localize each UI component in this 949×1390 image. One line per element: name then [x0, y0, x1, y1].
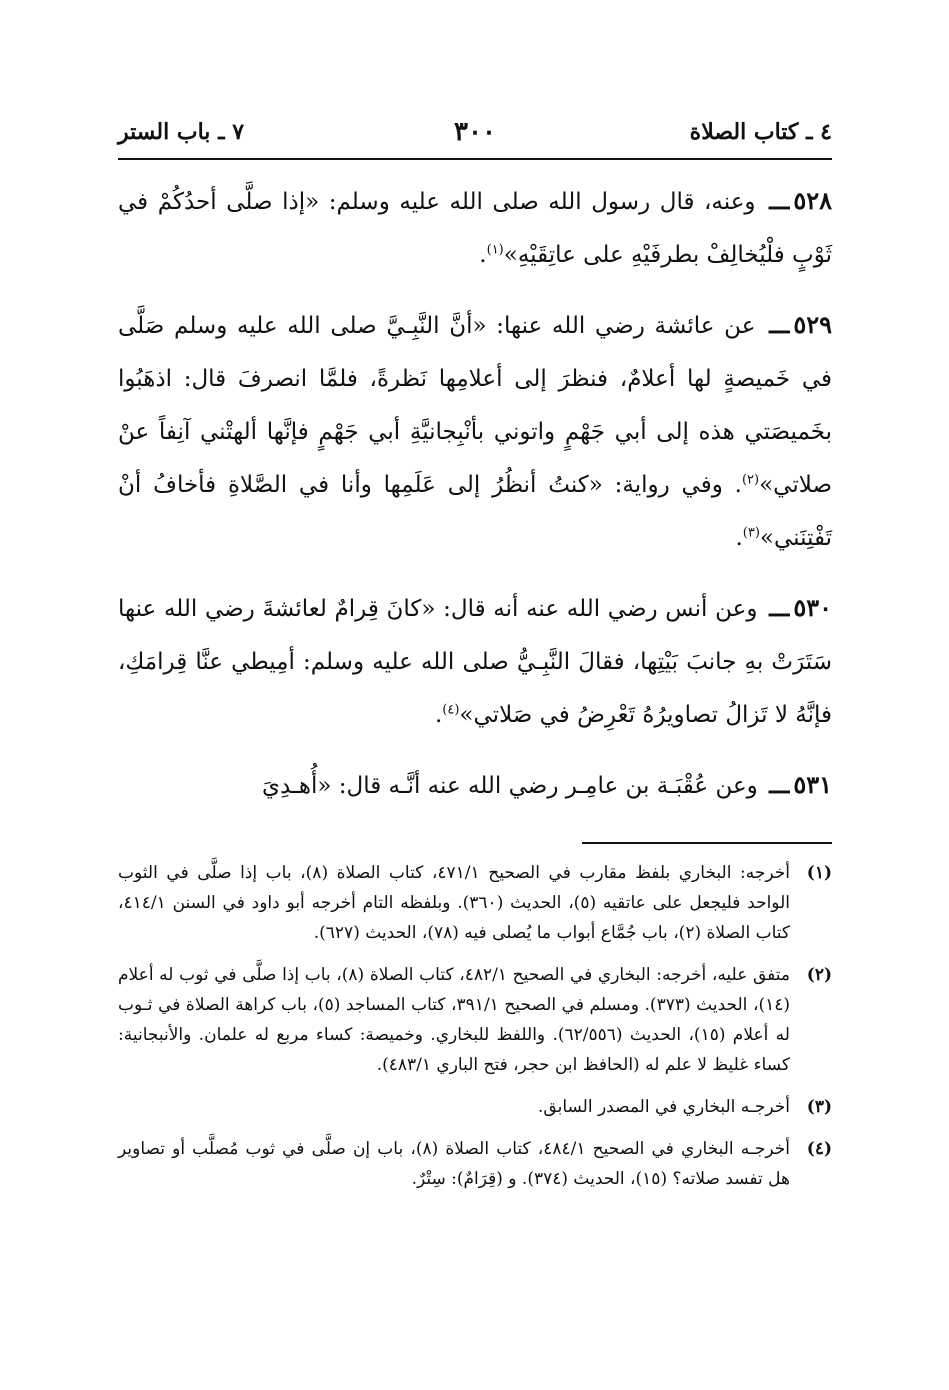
hadith-528: ٥٢٨ـــ وعنه، قال رسول الله صلى الله عليه وسلم: «إذا صلَّى أحدُكُمْ في ثَوْبٍ فلْيُخالِفْ بطرفَيْهِ على عاتِقَيْهِ»$^{(١)}$.	[118, 186, 832, 268]
page-number: ٣٠٠	[454, 117, 496, 147]
footnote-number: (٤)	[806, 1139, 832, 1159]
hadith-text: وعن عُقْبَـة بن عامِـر رضي الله عنه أنَّـه قال: «أُهـدِيَ	[262, 773, 758, 799]
footnote-text: أخرجـه البخاري في الصحيح ٤٨٤/١، كتاب الصلاة (٨)، باب إن صلَّى في ثوب مُصلَّب أو تصاوير هل تفسد صلاته؟ (١٥)، الحديث (٣٧٤). و (قِرَامٌ): سِتْرٌ.	[118, 1139, 790, 1189]
footnotes	[118, 858, 832, 1206]
hadith-list	[118, 174, 832, 829]
hadith-number: ٥٢٩	[793, 310, 833, 339]
hadith-number: ٥٣٠	[793, 593, 833, 622]
footnote-4	[118, 1134, 832, 1194]
footnote-divider	[582, 842, 832, 844]
footnote-text: أخرجه: البخاري بلفظ مقارب في الصحيح ٤٧١/١، كتاب الصلاة (٨)، باب إذا صلَّى في الثوب الواحد فليجعل على عاتقيه (٥)، الحديث (٣٦٠). وبلفظه التام أخرجه أبو داود في السنن ٤١٤/١، كتاب الصلاة (٢)، باب جُمَّاع أبواب ما يُصلى فيه (٧٨)، الحديث (٦٢٧).	[118, 863, 790, 943]
footnote-2	[118, 960, 832, 1080]
hadith-529: ٥٢٩ـــ عن عائشة رضي الله عنها: «أنَّ النَّبِـيَّ صلى الله عليه وسلم صَلَّى في خَميصةٍ لها أعلامٌ، فنظرَ إلى أعلامِها نَظرةً، فلمَّا انصرفَ قال: اذهَبُوا بخَميصَتي هذه إلى أبي جَهْمٍ واتوني بأنْبِجانيَّةِ أبي جَهْمٍ فإنَّها ألهتْني آنِفاً عنْ صلاتي»$^{(٢)}$. وفي رواية: «كنتُ أنظُرُ إلى عَلَمِها وأنا في الصَّلاةِ فأخافُ أنْ تَفْتِنَني»$^{(٣)}$.	[118, 310, 833, 551]
footnote-ref: (٢)	[741, 472, 760, 488]
header-section: ٧ ـ باب الستر	[118, 119, 245, 145]
header-divider	[118, 158, 832, 160]
page-header	[118, 112, 832, 152]
hadith-text: عن عائشة رضي الله عنها: «أنَّ النَّبِـيَّ صلى الله عليه وسلم صَلَّى في خَميصةٍ لها أعلامٌ، فنظرَ إلى أعلامِها نَظرةً، فلمَّا انصرفَ قال: اذهَبُوا بخَميصَتي هذه إلى أبي جَهْمٍ واتوني بأنْبِجانيَّةِ أبي جَهْمٍ فإنَّها ألهتْني آنِفاً عنْ صلاتي»	[118, 313, 832, 498]
footnote-3	[118, 1092, 832, 1122]
footnote-text: متفق عليه، أخرجه: البخاري في الصحيح ٤٨٢/١، كتاب الصلاة (٨)، باب إذا صلَّى في ثوب له أعلام (١٤)، الحديث (٣٧٣). ومسلم في الصحيح ٣٩١/١، كتاب المساجد (٥)، باب كراهة الصلاة في ثـوب له أعلام (١٥)، الحديث (٦٢/٥٥٦). واللفظ للبخاري. وخميصة: كساء مربع له علمان. والأنبجانية: كساء غليظ لا علم له (الحافظ ابن حجر، فتح الباري ٤٨٣/١).	[118, 965, 791, 1075]
hadith-number: ٥٢٨	[793, 186, 832, 215]
hadith-text-continued: . وفي رواية: «كنتُ أنظُرُ إلى عَلَمِها وأنا في الصَّلاةِ فأخافُ أنْ تَفْتِنَني»	[118, 472, 832, 551]
hadith-text: وعنه، قال رسول الله صلى الله عليه وسلم: «إذا صلَّى أحدُكُمْ في ثَوْبٍ فلْيُخالِفْ بطرفَيْهِ على عاتِقَيْهِ»	[118, 189, 832, 268]
hadith-number: ٥٣١	[793, 770, 832, 799]
footnote-number: (٢)	[806, 965, 832, 985]
hadith-531: ٥٣١ـــ وعن عُقْبَـة بن عامِـر رضي الله عنه أنَّـه قال: «أُهـدِيَ	[262, 770, 832, 799]
hadith-text: وعن أنس رضي الله عنه أنه قال: «كانَ قِرامٌ لعائشةَ رضي الله عنها سَتَرَتْ بهِ جانبَ بَيْتِها، فقالَ النَّبِـيُّ صلى الله عليه وسلم: أمِيطي عنَّا قِرامَكِ، فإنَّهُ لا تَزالُ تصاويرُهُ تَعْرِضُ في صَلاتي»	[118, 596, 832, 728]
footnote-number: (٣)	[806, 1097, 832, 1117]
header-chapter: ٤ ـ كتاب الصلاة	[689, 119, 832, 145]
book-page	[118, 112, 832, 1352]
footnote-ref: (٣)	[742, 525, 760, 541]
footnote-number: (١)	[806, 863, 832, 883]
footnote-ref: (١)	[486, 242, 504, 258]
footnote-ref: (٤)	[442, 702, 460, 718]
footnote-1	[118, 858, 832, 948]
footnote-text: أخرجـه البخاري في المصدر السابق.	[538, 1097, 790, 1117]
hadith-530: ٥٣٠ـــ وعن أنس رضي الله عنه أنه قال: «كانَ قِرامٌ لعائشةَ رضي الله عنها سَتَرَتْ بهِ جانبَ بَيْتِها، فقالَ النَّبِـيُّ صلى الله عليه وسلم: أمِيطي عنَّا قِرامَكِ، فإنَّهُ لا تَزالُ تصاويرُهُ تَعْرِضُ في صَلاتي»$^{(٤)}$.	[118, 593, 833, 728]
